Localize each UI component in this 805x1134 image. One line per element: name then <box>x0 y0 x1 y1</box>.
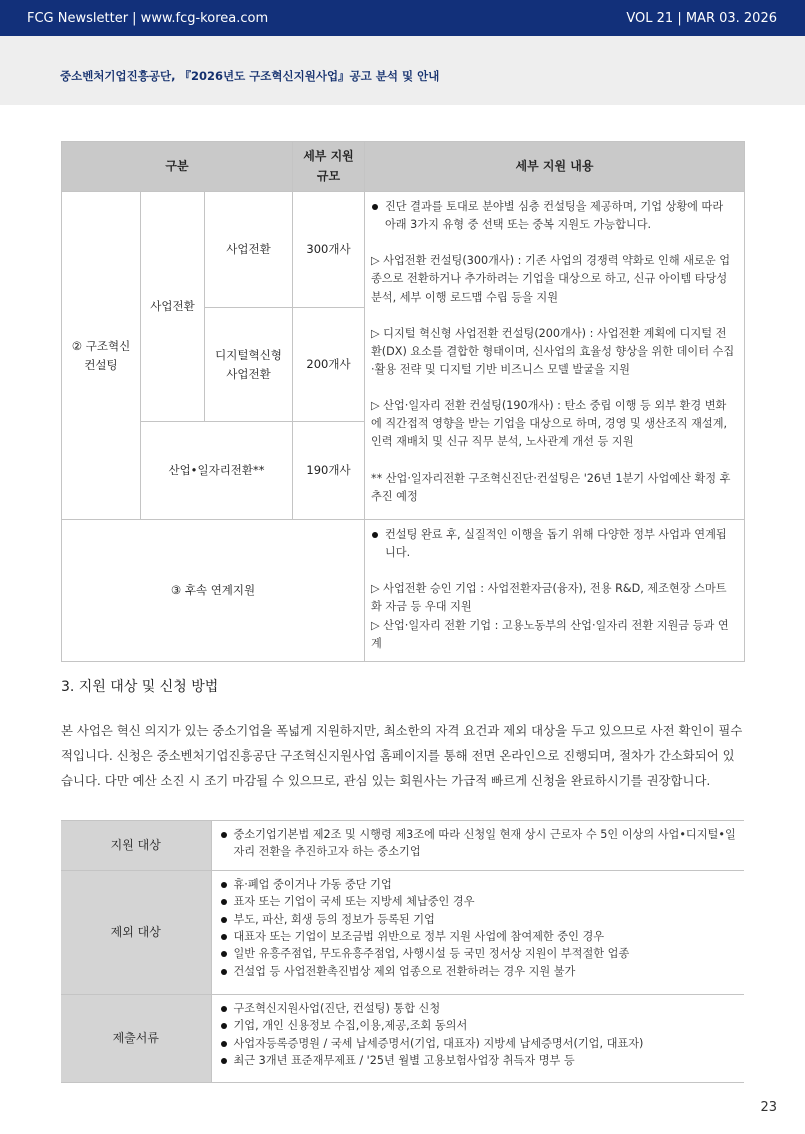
page-number: 23 <box>760 1100 777 1115</box>
header-content: 세부 지원 내용 <box>365 142 745 192</box>
bullet-item: 중소기업기본법 제2조 및 시행령 제3조에 따라 신청일 현재 상시 근로자 수 5인 이상의 사업•디지털•일자리 전환을 추진하고자 하는 중소기업 <box>220 826 737 861</box>
bullet-item: 건설업 등 사업전환촉진법상 제외 업종으로 전환하려는 경우 지원 불가 <box>220 963 737 980</box>
section-heading: 3. 지원 대상 및 신청 방법 <box>61 679 219 695</box>
bullet-item: 최근 3개년 표준재무제표 / '25년 월별 고용보험사업장 취득자 명부 등 <box>220 1052 737 1069</box>
eligibility-label: 지원 대상 <box>61 821 211 871</box>
detail-paragraph: ▷ 디지털 혁신형 사업전환 컨설팅(200개사) : 사업전환 계획에 디지털 전환(DX) 요소를 결합한 형태이며, 신사업의 효율성 향상을 위한 데이터 수집·활용 전략 및 디지털 기반 비즈니스 모델 발굴을 지원 <box>371 326 735 376</box>
documents-label: 제출서류 <box>61 995 211 1083</box>
bullet-item: 일반 유흥주점업, 무도유흥주점업, 사행시설 등 국민 정서상 지원이 부적절한 업종 <box>220 945 737 962</box>
row-scale: 190개사 <box>293 422 365 520</box>
header-category: 구분 <box>62 142 293 192</box>
bullet-item: 기업, 개인 신용정보 수집,이용,제공,조회 동의서 <box>220 1017 737 1034</box>
row-scale: 300개사 <box>293 192 365 308</box>
issue-info: VOL 21 | MAR 03. 2026 <box>626 11 777 26</box>
bullet-item: 컨설팅 완료 후, 실질적인 이행을 돕기 위해 다양한 정부 사업과 연계됩니다. <box>371 526 736 562</box>
row-label: 산업•일자리전환** <box>141 422 293 520</box>
bullet-item: 표자 또는 기업이 국세 또는 지방세 체납중인 경우 <box>220 893 737 910</box>
detail-paragraph: ▷ 산업·일자리 전환 컨설팅(190개사) : 탄소 중립 이행 등 외부 환경 변화에 직간접적 영향을 받는 기업을 대상으로 하며, 경영 및 생산조직 재설계, 인력 재배치 및 신규 직무 분석, 노사관계 개선 등 지원 <box>371 399 728 449</box>
followup-content <box>365 520 745 662</box>
row-label: 사업전환 <box>205 192 293 308</box>
eligibility-content <box>211 821 744 871</box>
bullet-item: 구조혁신지원사업(진단, 컨설팅) 통합 신청 <box>220 1000 737 1017</box>
article-title: 중소벤처기업진흥공단, 『2026년도 구조혁신지원사업』공고 분석 및 안내 <box>60 69 440 83</box>
bullet-item: 진단 결과를 토대로 분야별 심층 컨설팅을 제공하며, 기업 상황에 따라 아래 3가지 유형 중 선택 또는 중복 지원도 가능합니다. <box>371 198 736 234</box>
detail-paragraph: ▷ 사업전환 승인 기업 : 사업전환자금(융자), 전용 R&D, 제조현장 스마트화 자금 등 우대 지원 <box>371 582 727 614</box>
detail-content <box>365 192 745 520</box>
documents-content <box>211 995 744 1083</box>
section-paragraph: 본 사업은 혁신 의지가 있는 중소기업을 폭넓게 지원하지만, 최소한의 자격 요건과 제외 대상을 두고 있으므로 사전 확인이 필수적입니다. 신청은 중소벤처기업진흥공단 구조혁신지원사업 홈페이지를 통해 전면 온라인으로 진행되며, 절차가 간소화되어 있습니다. 다만 예산 소진 시 조기 마감될 수 있으므로, 관심 있는 회원사는 가급적 빠르게 신청을 완료하시기를 권장합니다. <box>61 723 743 788</box>
group-label: ② 구조혁신 컨설팅 <box>62 192 141 520</box>
exclusion-content <box>211 871 744 995</box>
bullet-item: 부도, 파산, 회생 등의 정보가 등록된 기업 <box>220 911 737 928</box>
detail-paragraph: ▷ 산업·일자리 전환 기업 : 고용노동부의 산업·일자리 전환 지원금 등과 연계 <box>371 618 729 650</box>
newsletter-site: FCG Newsletter | www.fcg-korea.com <box>27 11 269 26</box>
newsletter-header-bar <box>0 0 805 36</box>
support-detail-table <box>61 141 745 662</box>
detail-paragraph: ▷ 사업전환 컨설팅(300개사) : 기존 사업의 경쟁력 약화로 인해 새로운 업종으로 전환하거나 추가하려는 기업을 대상으로 하고, 신규 아이템 타당성 분석, 세부 이행 로드맵 수립 등을 지원 <box>371 254 731 304</box>
row-label: 디지털혁신형 사업전환 <box>205 308 293 422</box>
followup-label: ③ 후속 연계지원 <box>62 520 365 662</box>
bullet-item: 휴·폐업 중이거나 가동 중단 기업 <box>220 876 737 893</box>
exclusion-label: 제외 대상 <box>61 871 211 995</box>
row-scale: 200개사 <box>293 308 365 422</box>
header-scale: 세부 지원 규모 <box>293 142 365 192</box>
article-title-bar <box>0 36 805 105</box>
eligibility-table <box>61 820 744 1083</box>
bullet-item: 대표자 또는 기업이 보조금법 위반으로 정부 지원 사업에 참여제한 중인 경우 <box>220 928 737 945</box>
bullet-item: 사업자등록증명원 / 국세 납세증명서(기업, 대표자) 지방세 납세증명서(기업, 대표자) <box>220 1035 737 1052</box>
detail-note: ** 산업·일자리전환 구조혁신진단·컨설팅은 '26년 1분기 사업예산 확정 후 추진 예정 <box>371 471 731 503</box>
sub-group-label: 사업전환 <box>141 192 205 422</box>
